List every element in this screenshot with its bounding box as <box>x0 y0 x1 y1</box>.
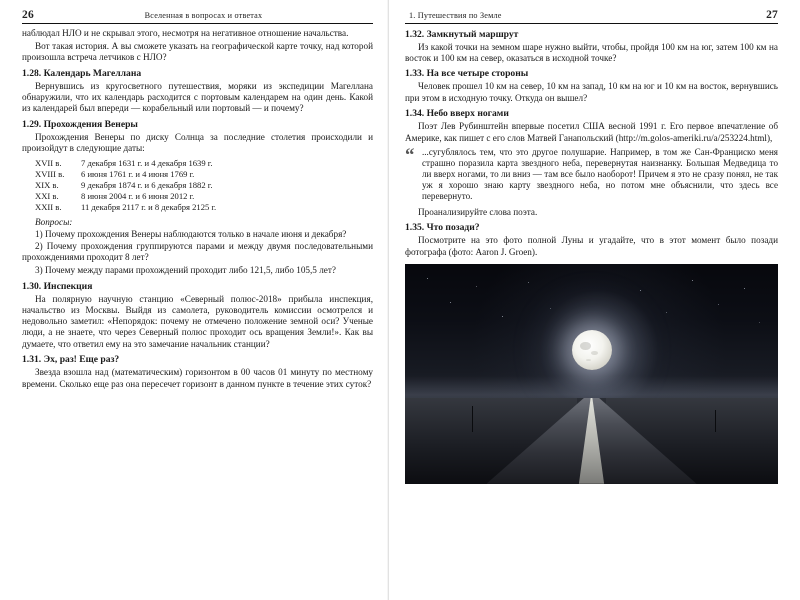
left-head-rule <box>22 23 373 24</box>
pull-quote <box>405 144 778 204</box>
section-heading-1-34 <box>405 108 778 119</box>
quote-body <box>422 147 778 204</box>
section-number: 1.32. <box>405 28 425 40</box>
left-page <box>0 0 389 600</box>
paragraph: Прохождения Венеры по диску Солнца за последние столетия происходили и произойдут в следующие даты: <box>22 131 373 153</box>
paragraph: Человек прошел 10 км на север, 10 км на запад, 10 км на юг и 10 км на восток, вернувшись при этом в исходную точку. Откуда он вышел? <box>405 81 778 103</box>
century-cell: XVIII в. <box>35 168 65 179</box>
paragraph: Вот такая история. А вы сможете указать на географической карте точку, над которой произошла встреча летчиков с НЛО? <box>22 40 373 62</box>
century-cell: XXI в. <box>35 191 59 202</box>
dates-cell: 6 июня 1761 г. и 4 июня 1769 г. <box>81 168 195 179</box>
paragraph: наблюдал НЛО и не скрывал этого, несмотря на негативное отношение начальства. <box>22 28 349 38</box>
full-moon <box>572 330 612 370</box>
venus-transits-table <box>35 157 216 213</box>
section-heading-1-31 <box>22 354 373 365</box>
section-heading-1-35 <box>405 222 778 233</box>
dates-cell: 9 декабря 1874 г. и 6 декабря 1882 г. <box>81 179 213 190</box>
section-number: 1.34. <box>405 108 425 120</box>
quote-mark-icon: “ <box>405 144 415 166</box>
utility-pole <box>472 406 473 432</box>
left-running-title: Вселенная в вопросах и ответах <box>144 11 263 20</box>
paragraph: Звезда взошла над (математическим) горизонтом в 00 часов 01 минуту по местному времени. Сколько еще раз она пересечет горизонт в данном пункте в течение этих суток? <box>22 367 373 389</box>
left-folio: 26 <box>22 9 34 21</box>
right-page <box>389 0 800 600</box>
paragraph: 2) Почему прохождения группируются парами и между двумя последовательными прохождениями проходит 8 лет? <box>22 241 373 263</box>
paragraph: Проанализируйте слова поэта. <box>418 206 538 217</box>
paragraph: Посмотрите на это фото полной Луны и угадайте, что в этот момент было позади фотографа (фото: Aaron J. Groen). <box>405 235 778 257</box>
section-heading-1-30 <box>22 281 373 292</box>
section-title: Прохождения Венеры <box>43 118 138 130</box>
right-folio: 27 <box>766 9 778 21</box>
questions-label: Вопросы: <box>35 217 73 228</box>
section-heading-1-28 <box>22 68 373 79</box>
table-row <box>35 157 216 168</box>
section-number: 1.35. <box>405 222 425 234</box>
paragraph: 1) Почему прохождения Венеры наблюдаются только в начале июня и декабря? <box>35 228 347 239</box>
section-title: Замкнутый маршрут <box>426 28 519 40</box>
paragraph: Поэт Лев Рубинштейн впервые посетил США весной 1991 г. Его первое впечатление об Америке, как пишет с его слов Матвей Ганапольский (http://m.golos-ameriki.ru/a/253224.html), <box>405 121 778 143</box>
quote-text: ...сугублялось тем, что это другое полушарие. Например, в том же Сан-Франциско меня страшно поразила карта звездного неба, перевернутая наизнанку. Большая Медведица то ли вверх ногами, то ли вниз — там все было наоборот! Причем я это не сразу понял, не так уж я хорошо знаю карту звездного неба, но потом мне объяснили, что здесь все перевернуто. <box>422 146 778 202</box>
right-running-title: 1. Путешествия по Земле <box>409 11 502 20</box>
right-head-rule <box>405 23 778 24</box>
section-number: 1.31. <box>22 354 42 366</box>
section-heading-1-33 <box>405 68 778 79</box>
section-number: 1.29. <box>22 118 42 130</box>
paragraph: Вернувшись из кругосветного путешествия, моряки из экспедиции Магеллана обнаружили, что их календарь расходится с портовым календарем на один день. Какой из календарей был впереди — корабельный или портовый — и почему? <box>22 80 373 114</box>
section-number: 1.33. <box>405 68 425 80</box>
utility-pole <box>715 410 716 432</box>
section-heading-1-32 <box>405 29 778 40</box>
table-row <box>35 180 216 191</box>
dates-cell: 8 июня 2004 г. и 6 июня 2012 г. <box>81 191 195 202</box>
table-row <box>35 202 216 213</box>
section-title: На все четыре стороны <box>426 68 529 80</box>
table-row <box>35 191 216 202</box>
century-cell: XIX в. <box>35 179 59 190</box>
section-title: Инспекция <box>43 280 93 292</box>
table-row <box>35 168 216 179</box>
section-number: 1.28. <box>22 67 42 79</box>
section-title: Небо вверх ногами <box>426 108 509 120</box>
section-title: Эх, раз! Еще раз? <box>43 354 120 366</box>
section-heading-1-29 <box>22 119 373 130</box>
section-title: Календарь Магеллана <box>43 67 142 79</box>
full-moon-road-photo <box>405 264 778 484</box>
century-cell: XVII в. <box>35 157 62 168</box>
paragraph: Из какой точки на земном шаре нужно выйти, чтобы, пройдя 100 км на юг, затем 100 км на восток и 100 км на север, оказаться в исходной точке? <box>405 41 778 63</box>
dates-cell: 11 декабря 2117 г. и 8 декабря 2125 г. <box>81 202 217 213</box>
left-running-head <box>22 9 373 21</box>
century-cell: XXII в. <box>35 202 62 213</box>
dates-cell: 7 декабря 1631 г. и 4 декабря 1639 г. <box>81 157 213 168</box>
right-running-head <box>405 9 778 21</box>
paragraph: 3) Почему между парами прохождений проходит либо 121,5, либо 105,5 лет? <box>35 265 336 276</box>
section-title: Что позади? <box>426 222 480 234</box>
section-number: 1.30. <box>22 280 42 292</box>
paragraph: На полярную научную станцию «Северный полюс-2018» прибыла инспекция, начальство из Москвы. Выйдя из самолета, руководитель комиссии осмотрелся и недовольно заметил: «Непорядок: почему не отмечено положение земной оси? Ученые люди, а не знаете, что через Северный полюс проходит ось вращения Земли!». Как вы думаете, что ответил ему на это замечание начальник станции? <box>22 293 373 349</box>
